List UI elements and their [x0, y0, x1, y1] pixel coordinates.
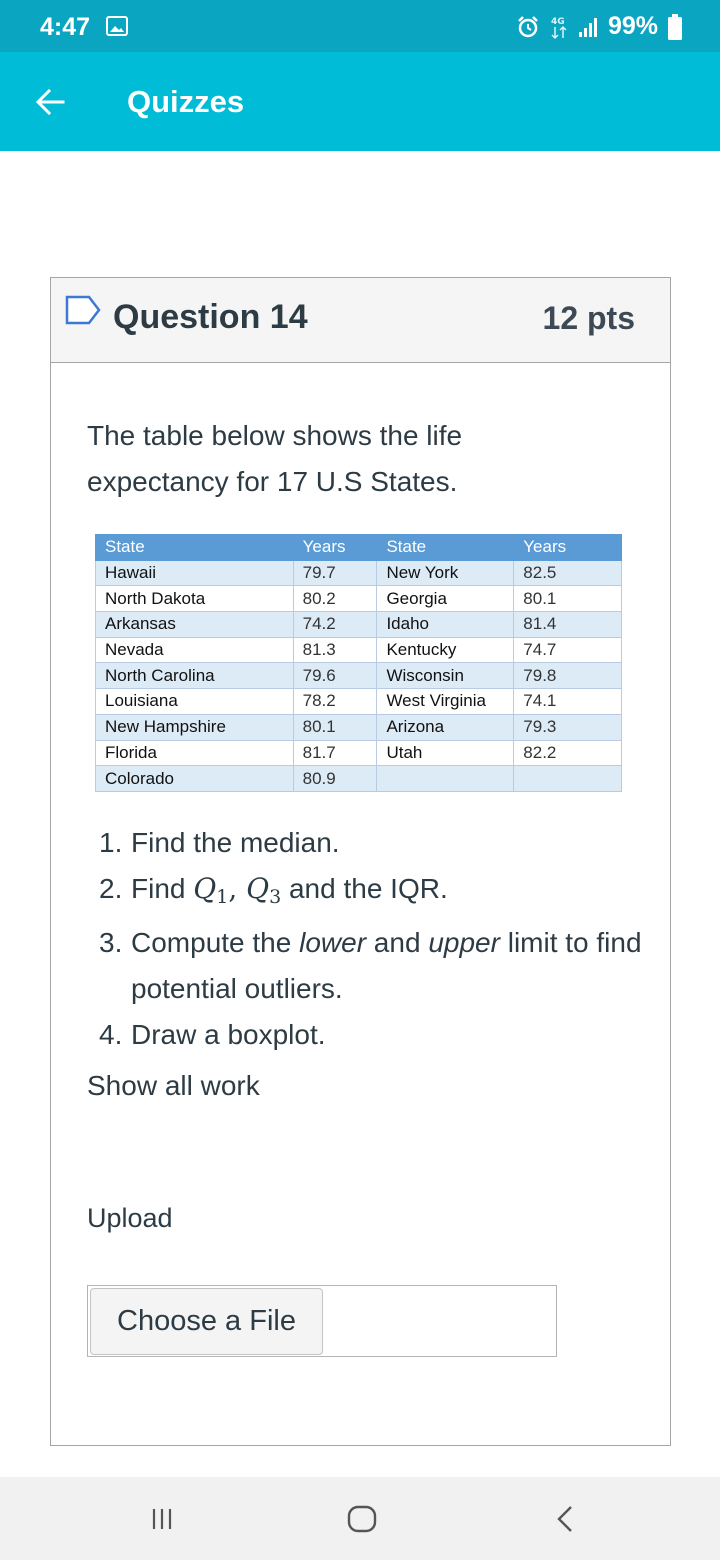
- table-cell: Arkansas: [96, 612, 294, 638]
- flag-question-icon[interactable]: [65, 295, 101, 325]
- task-text-part: Find: [131, 873, 194, 904]
- question-points: 12 pts: [542, 300, 635, 336]
- recent-apps-icon: [150, 1507, 174, 1531]
- table-cell: 81.4: [514, 612, 622, 638]
- table-row: [96, 612, 622, 638]
- chevron-back-icon: [556, 1505, 574, 1533]
- math-q3: [246, 872, 282, 908]
- back-button[interactable]: [22, 74, 78, 130]
- task-text-part: and: [366, 927, 429, 958]
- app-bar: [0, 52, 720, 151]
- math-subscript: 1: [216, 886, 229, 908]
- table-row: [96, 663, 622, 689]
- question-card: [50, 277, 671, 1446]
- table-cell: Georgia: [377, 586, 514, 612]
- status-bar: [0, 0, 720, 52]
- list-item: [99, 820, 659, 866]
- table-row: [96, 689, 622, 715]
- table-header: Years: [514, 535, 622, 561]
- signal-icon: [578, 16, 598, 38]
- table-cell: Louisiana: [96, 689, 294, 715]
- list-item: [99, 1012, 659, 1058]
- table-cell: Wisconsin: [377, 663, 514, 689]
- task-text: Find the median.: [131, 827, 340, 858]
- task-text-part: Compute the: [131, 927, 300, 958]
- task-list: [99, 820, 659, 1058]
- table-header: Years: [293, 535, 377, 561]
- table-row: [96, 637, 622, 663]
- table-cell: Kentucky: [377, 637, 514, 663]
- choose-file-button[interactable]: Choose a File: [90, 1288, 323, 1355]
- table-cell: 81.3: [293, 637, 377, 663]
- table-cell: [377, 766, 514, 792]
- question-intro: The table below shows the life expectancy for 17 U.S States.: [87, 420, 463, 497]
- table-cell: North Carolina: [96, 663, 294, 689]
- table-row: [96, 766, 622, 792]
- recent-apps-button[interactable]: [117, 1477, 207, 1560]
- life-expectancy-table: [95, 534, 622, 792]
- math-symbol: Q: [193, 872, 217, 905]
- table-cell: 74.1: [514, 689, 622, 715]
- battery-icon: [668, 14, 682, 40]
- table-row: [96, 740, 622, 766]
- task-text-part: and the IQR.: [281, 873, 448, 904]
- task-emphasis: lower: [299, 927, 367, 958]
- battery-percent: 99%: [607, 12, 658, 40]
- table-cell: 79.6: [293, 663, 377, 689]
- task-number: 3.: [99, 927, 123, 958]
- table-cell: Arizona: [377, 714, 514, 740]
- math-symbol: Q: [246, 872, 270, 905]
- table-cell: 79.3: [514, 714, 622, 740]
- table-row: [96, 560, 622, 586]
- arrow-back-icon: [35, 88, 65, 116]
- list-item: [99, 866, 659, 920]
- file-upload-field: [87, 1285, 557, 1357]
- status-time: 4:47: [40, 13, 91, 41]
- table-cell: Hawaii: [96, 560, 294, 586]
- table-cell: 80.9: [293, 766, 377, 792]
- table-cell: 81.7: [293, 740, 377, 766]
- table-cell: 79.7: [293, 560, 377, 586]
- table-row: [96, 586, 622, 612]
- math-q1: [193, 872, 229, 908]
- table-cell: Nevada: [96, 637, 294, 663]
- table-cell: 74.7: [514, 637, 622, 663]
- system-nav-bar: [0, 1477, 720, 1560]
- table-header-row: [96, 535, 622, 561]
- table-cell: 80.1: [293, 714, 377, 740]
- math-comma: ,: [228, 872, 247, 905]
- table-cell: 80.1: [514, 586, 622, 612]
- table-cell: North Dakota: [96, 586, 294, 612]
- task-text: [131, 920, 659, 1012]
- home-icon: [347, 1505, 377, 1533]
- table-cell: 82.5: [514, 560, 622, 586]
- task-text-part: limit to find potential outliers.: [131, 927, 642, 1004]
- list-item: [99, 920, 659, 1012]
- table-cell: Florida: [96, 740, 294, 766]
- task-emphasis: upper: [428, 927, 500, 958]
- alarm-icon: [516, 15, 540, 39]
- table-cell: Colorado: [96, 766, 294, 792]
- task-text: Draw a boxplot.: [131, 1019, 326, 1050]
- task-number: 4.: [99, 1019, 123, 1050]
- table-header: State: [377, 535, 514, 561]
- table-cell: Utah: [377, 740, 514, 766]
- task-text: [131, 866, 659, 920]
- table-cell: 79.8: [514, 663, 622, 689]
- question-header: [51, 278, 670, 363]
- table-cell: West Virginia: [377, 689, 514, 715]
- table-cell: 80.2: [293, 586, 377, 612]
- data-4g-icon: [550, 14, 568, 40]
- upload-label: Upload: [87, 1203, 173, 1233]
- table-cell: 82.2: [514, 740, 622, 766]
- status-right: [516, 12, 682, 41]
- table-cell: 74.2: [293, 612, 377, 638]
- question-title: Question 14: [113, 298, 308, 336]
- file-name-display: [333, 1288, 551, 1355]
- table-row: [96, 714, 622, 740]
- show-work-text: Show all work: [87, 1070, 260, 1101]
- table-header: State: [96, 535, 294, 561]
- page-title: Quizzes: [127, 84, 245, 119]
- table-cell: Idaho: [377, 612, 514, 638]
- table-cell: 78.2: [293, 689, 377, 715]
- home-button[interactable]: [317, 1477, 407, 1560]
- table-cell: [514, 766, 622, 792]
- svg-text:4G: 4G: [550, 16, 565, 27]
- gallery-icon: [106, 16, 128, 36]
- system-back-button[interactable]: [520, 1477, 610, 1560]
- table-cell: New Hampshire: [96, 714, 294, 740]
- task-number: 1.: [99, 827, 123, 858]
- task-number: 2.: [99, 873, 123, 904]
- math-subscript: 3: [269, 886, 282, 908]
- table-cell: New York: [377, 560, 514, 586]
